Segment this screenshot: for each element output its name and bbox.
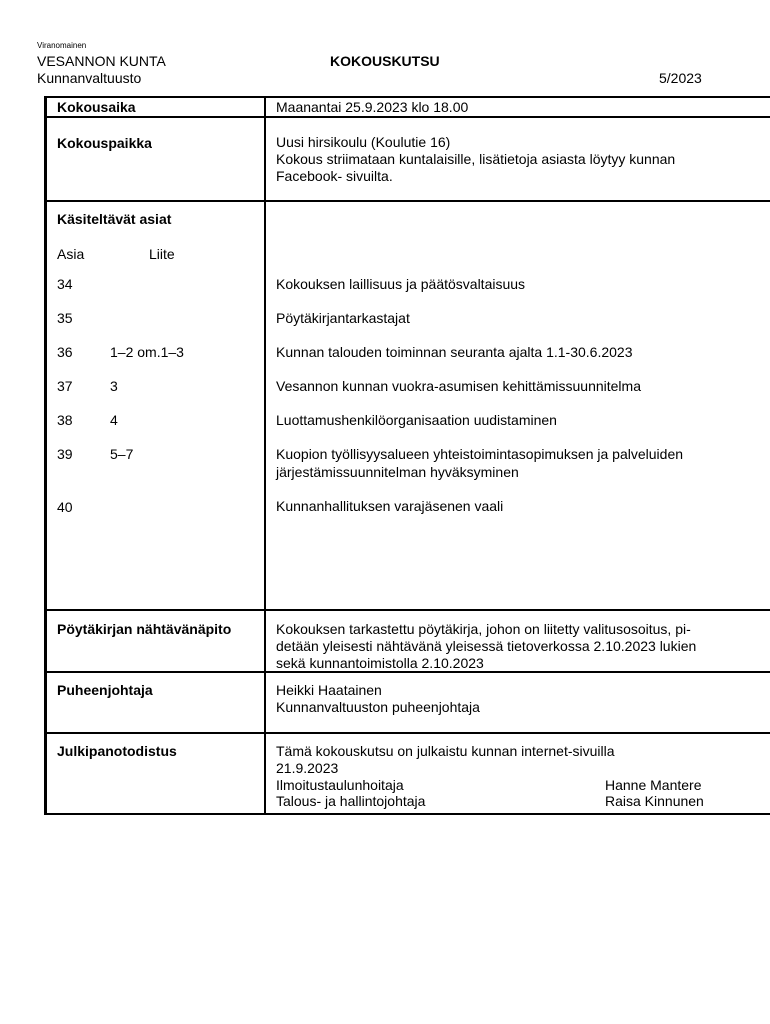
agenda-item-title: Vesannon kunnan vuokra-asumisen kehittämissuunnitelma — [276, 378, 641, 394]
agenda-item-title: Kunnanhallituksen varajäsenen vaali — [276, 498, 504, 514]
signer-role: Talous- ja hallintojohtaja — [276, 793, 426, 809]
meeting-place-line: Uusi hirsikoulu (Koulutie 16) — [276, 134, 451, 150]
agenda-item-number: 37 — [57, 378, 73, 394]
agenda-item-attachment: 1–2 om.1–3 — [110, 344, 184, 360]
chair-name: Heikki Haatainen — [276, 682, 382, 698]
agenda-item-number: 35 — [57, 310, 73, 326]
signer-name: Hanne Mantere — [605, 777, 702, 793]
body-name: Kunnanvaltuusto — [37, 70, 142, 86]
meeting-time-label: Kokousaika — [57, 99, 136, 115]
agenda-item-attachment: 5–7 — [110, 446, 134, 462]
agenda-item-title: Kokouksen laillisuus ja päätösvaltaisuus — [276, 276, 526, 292]
minutes-label: Pöytäkirjan nähtävänäpito — [57, 621, 232, 637]
agenda-column-attachment: Liite — [149, 246, 175, 262]
document-title: KOKOUSKUTSU — [330, 53, 440, 69]
agenda-item-title: järjestämissuunnitelman hyväksyminen — [276, 464, 519, 480]
meeting-place-label: Kokouspaikka — [57, 135, 152, 151]
minutes-line: Kokouksen tarkastettu pöytäkirja, johon on liitetty valitusosoitus, pi- — [276, 621, 691, 637]
publication-line: 21.9.2023 — [276, 760, 339, 776]
publication-line: Tämä kokouskutsu on julkaistu kunnan internet-sivuilla — [276, 743, 615, 759]
chair-title: Kunnanvaltuuston puheenjohtaja — [276, 699, 480, 715]
meeting-time-value: Maanantai 25.9.2023 klo 18.00 — [276, 99, 469, 115]
agenda-section-label: Käsiteltävät asiat — [57, 211, 172, 227]
authority-label: Viranomainen — [37, 41, 87, 50]
minutes-line: detään yleisesti nähtävänä yleisessä tietoverkossa 2.10.2023 lukien — [276, 638, 697, 654]
agenda-item-title: Pöytäkirjantarkastajat — [276, 310, 410, 326]
agenda-item-title: Kunnan talouden toiminnan seuranta ajalta 1.1-30.6.2023 — [276, 344, 633, 360]
publication-label: Julkipanotodistus — [57, 743, 177, 759]
agenda-item-number: 36 — [57, 344, 73, 360]
agenda-item-number: 34 — [57, 276, 73, 292]
agenda-item-attachment: 4 — [110, 412, 118, 428]
agenda-item-number: 39 — [57, 446, 73, 462]
document-number: 5/2023 — [659, 70, 702, 86]
agenda-item-number: 40 — [57, 499, 73, 515]
agenda-column-item: Asia — [57, 246, 85, 262]
minutes-line: sekä kunnantoimistolla 2.10.2023 — [276, 655, 484, 671]
agenda-item-number: 38 — [57, 412, 73, 428]
signer-role: Ilmoitustaulunhoitaja — [276, 777, 404, 793]
agenda-item-attachment: 3 — [110, 378, 118, 394]
chair-label: Puheenjohtaja — [57, 682, 153, 698]
municipality-name: VESANNON KUNTA — [37, 53, 166, 69]
meeting-place-line: Kokous striimataan kuntalaisille, lisätietoja asiasta löytyy kunnan — [276, 151, 676, 167]
agenda-item-title: Kuopion työllisyysalueen yhteistoimintasopimuksen ja palveluiden — [276, 446, 684, 462]
signer-name: Raisa Kinnunen — [605, 793, 704, 809]
meeting-place-line: Facebook- sivuilta. — [276, 168, 393, 184]
agenda-item-title: Luottamushenkilöorganisaation uudistaminen — [276, 412, 557, 428]
